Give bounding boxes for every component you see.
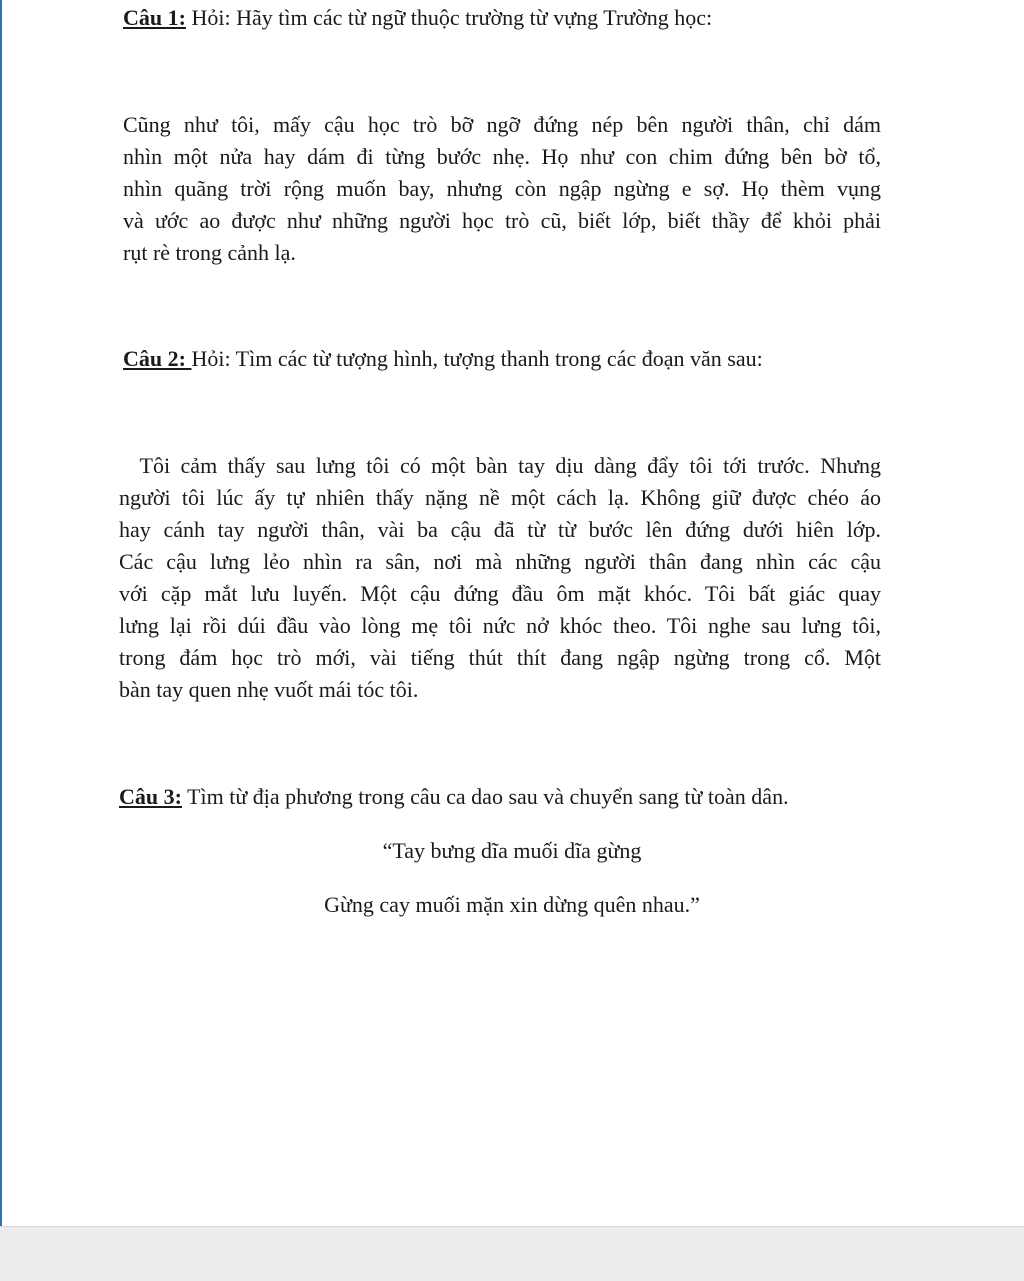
passage-1-line: nhìn quãng trời rộng muốn bay, nhưng còn ngập ngừng e sợ. Họ thèm vụng bbox=[123, 176, 881, 201]
passage-2 bbox=[119, 450, 881, 706]
passage-1 bbox=[123, 109, 881, 269]
question-1-text: Hỏi: Hãy tìm các từ ngữ thuộc trường từ vựng Trường học: bbox=[185, 5, 713, 30]
passage-2-line: trong đám học trò mới, vài tiếng thút thít đang ngập ngừng trong cổ. Một bbox=[119, 645, 881, 670]
poem-line-2: Gừng cay muối mặn xin dừng quên nhau.” bbox=[324, 892, 700, 917]
passage-1-line: Cũng như tôi, mấy cậu học trò bỡ ngỡ đứng nép bên người thân, chỉ dám bbox=[123, 112, 881, 137]
question-2 bbox=[123, 343, 763, 375]
passage-2-line: Các cậu lưng lẻo nhìn ra sân, nơi mà những người thân đang nhìn các cậu bbox=[119, 549, 881, 574]
passage-2-line: hay cánh tay người thân, vài ba cậu đã từ từ bước lên đứng dưới hiên lớp. bbox=[119, 517, 881, 542]
passage-2-line: người tôi lúc ấy tự nhiên thấy nặng nề một cách lạ. Không giữ được chéo áo bbox=[119, 485, 881, 510]
question-1-label: Câu 1: bbox=[123, 5, 186, 30]
question-3-label: Câu 3: bbox=[119, 784, 182, 809]
poem-line-1: “Tay bưng dĩa muối dĩa gừng bbox=[382, 838, 642, 863]
passage-1-line: nhìn một nửa hay dám đi từng bước nhẹ. Họ như con chim đứng bên bờ tổ, bbox=[123, 144, 881, 169]
viewer-bottom-bar bbox=[0, 1226, 1024, 1281]
passage-1-line: và ước ao được như những người học trò cũ, biết lớp, biết thầy để khỏi phải bbox=[123, 208, 881, 233]
passage-2-line: bàn tay quen nhẹ vuốt mái tóc tôi. bbox=[119, 677, 419, 702]
passage-2-line: Tôi cảm thấy sau lưng tôi có một bàn tay dịu dàng đẩy tôi tới trước. Nhưng bbox=[119, 453, 881, 478]
question-1 bbox=[123, 2, 712, 34]
question-3-text: Tìm từ địa phương trong câu ca dao sau và chuyển sang từ toàn dân. bbox=[181, 784, 789, 809]
question-3 bbox=[119, 781, 789, 813]
question-2-label: Câu 2: bbox=[123, 346, 192, 371]
question-2-text: Hỏi: Tìm các từ tượng hình, tượng thanh trong các đoạn văn sau: bbox=[191, 346, 763, 371]
passage-1-line: rụt rè trong cảnh lạ. bbox=[123, 240, 296, 265]
passage-2-line: với cặp mắt lưu luyến. Một cậu đứng đầu ôm mặt khóc. Tôi bất giác quay bbox=[119, 581, 881, 606]
passage-2-line: lưng lại rồi dúi đầu vào lòng mẹ tôi nức nở khóc theo. Tôi nghe sau lưng tôi, bbox=[119, 613, 881, 638]
